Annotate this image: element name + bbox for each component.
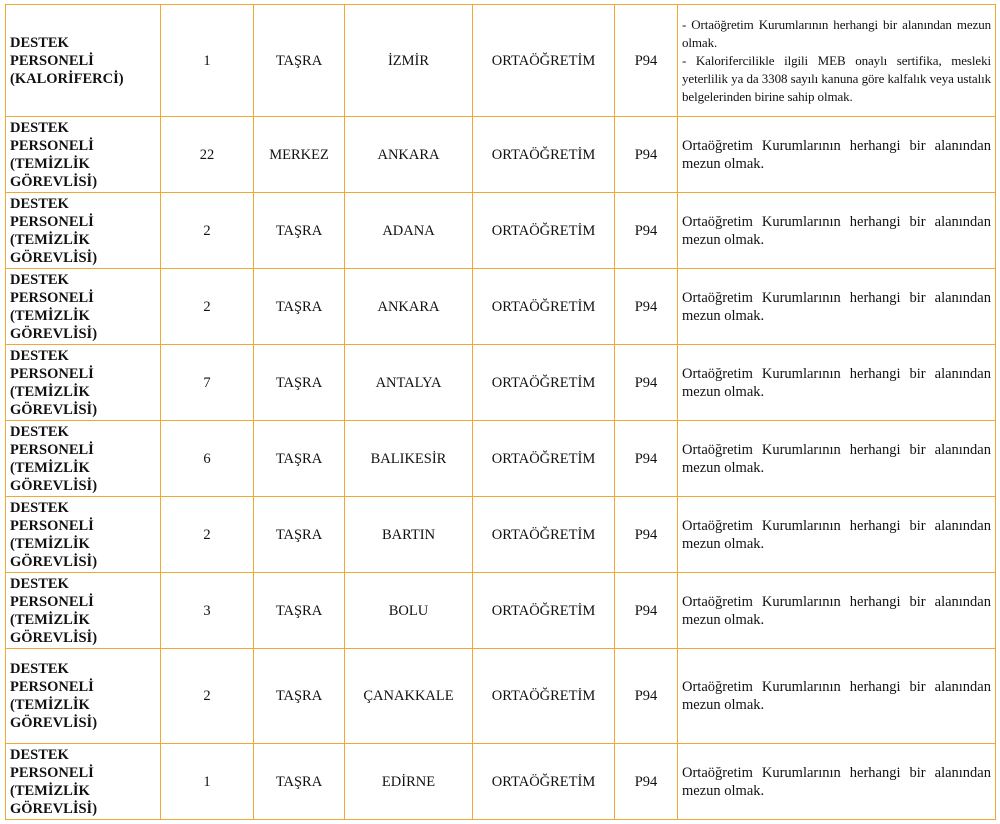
requirement-cell — [678, 573, 996, 649]
education-cell: ORTAÖĞRETİM — [473, 5, 615, 117]
position-line: PERSONELİ — [10, 289, 94, 306]
position-line: (KALORİFERCİ) — [10, 70, 124, 87]
requirement-text: Ortaöğretim Kurumlarının herhangi bir alanından mezun olmak. — [682, 289, 991, 324]
unit-cell: TAŞRA — [254, 5, 345, 117]
position-line: GÖREVLİSİ) — [10, 401, 98, 418]
position-line: PERSONELİ — [10, 517, 94, 534]
requirement-cell — [678, 269, 996, 345]
city-cell: ADANA — [345, 193, 473, 269]
position-line: (TEMİZLİK — [10, 231, 90, 248]
education-cell: ORTAÖĞRETİM — [473, 744, 615, 820]
position-line: DESTEK — [10, 119, 69, 136]
requirement-cell — [678, 744, 996, 820]
position-line: GÖREVLİSİ) — [10, 553, 98, 570]
education-cell: ORTAÖĞRETİM — [473, 345, 615, 421]
position-line: PERSONELİ — [10, 213, 94, 230]
position-line: (TEMİZLİK — [10, 459, 90, 476]
score-type-cell: P94 — [615, 345, 678, 421]
requirement-text: Ortaöğretim Kurumlarının herhangi bir alanından mezun olmak. — [682, 517, 991, 552]
education-cell: ORTAÖĞRETİM — [473, 649, 615, 744]
position-line: DESTEK — [10, 347, 69, 364]
score-type-cell: P94 — [615, 744, 678, 820]
position-line: PERSONELİ — [10, 137, 94, 154]
position-line: GÖREVLİSİ) — [10, 249, 98, 266]
position-line: DESTEK — [10, 575, 69, 592]
city-cell: ANKARA — [345, 117, 473, 193]
table-row — [6, 649, 996, 744]
requirement-text: - Ortaöğretim Kurumlarının herhangi bir alanından mezun olmak. — [682, 16, 991, 50]
unit-cell: TAŞRA — [254, 573, 345, 649]
city-cell: İZMİR — [345, 5, 473, 117]
city-cell: ANTALYA — [345, 345, 473, 421]
table-row — [6, 573, 996, 649]
table-row — [6, 744, 996, 820]
education-cell: ORTAÖĞRETİM — [473, 193, 615, 269]
city-cell: ÇANAKKALE — [345, 649, 473, 744]
count-cell: 2 — [161, 497, 254, 573]
position-line: (TEMİZLİK — [10, 155, 90, 172]
position-line: GÖREVLİSİ) — [10, 173, 98, 190]
requirement-cell — [678, 497, 996, 573]
count-cell: 2 — [161, 649, 254, 744]
requirement-text: Ortaöğretim Kurumlarının herhangi bir alanından mezun olmak. — [682, 764, 991, 799]
education-cell: ORTAÖĞRETİM — [473, 421, 615, 497]
position-line: (TEMİZLİK — [10, 782, 90, 799]
position-line: GÖREVLİSİ) — [10, 715, 98, 731]
table-row — [6, 117, 996, 193]
unit-cell: TAŞRA — [254, 193, 345, 269]
score-type-cell: P94 — [615, 117, 678, 193]
score-type-cell: P94 — [615, 269, 678, 345]
position-cell — [6, 497, 161, 573]
requirement-text: Ortaöğretim Kurumlarının herhangi bir alanından mezun olmak. — [682, 365, 991, 400]
requirement-cell — [678, 345, 996, 421]
position-line: (TEMİZLİK — [10, 611, 90, 628]
count-cell: 6 — [161, 421, 254, 497]
unit-cell: TAŞRA — [254, 497, 345, 573]
count-cell: 22 — [161, 117, 254, 193]
city-cell: BOLU — [345, 573, 473, 649]
score-type-cell: P94 — [615, 649, 678, 744]
position-line: (TEMİZLİK — [10, 535, 90, 552]
requirement-text: Ortaöğretim Kurumlarının herhangi bir alanından mezun olmak. — [682, 679, 991, 713]
score-type-cell: P94 — [615, 193, 678, 269]
requirement-cell — [678, 5, 996, 117]
count-cell: 2 — [161, 269, 254, 345]
count-cell: 2 — [161, 193, 254, 269]
position-line: GÖREVLİSİ) — [10, 800, 98, 817]
score-type-cell: P94 — [615, 421, 678, 497]
position-cell — [6, 269, 161, 345]
unit-cell: TAŞRA — [254, 649, 345, 744]
education-cell: ORTAÖĞRETİM — [473, 269, 615, 345]
position-line: PERSONELİ — [10, 365, 94, 382]
position-line: (TEMİZLİK — [10, 383, 90, 400]
education-cell: ORTAÖĞRETİM — [473, 497, 615, 573]
requirement-cell — [678, 649, 996, 744]
position-line: DESTEK — [10, 499, 69, 516]
requirement-cell — [678, 193, 996, 269]
city-cell: ANKARA — [345, 269, 473, 345]
position-cell — [6, 193, 161, 269]
position-cell — [6, 573, 161, 649]
position-line: PERSONELİ — [10, 679, 94, 695]
position-cell — [6, 345, 161, 421]
score-type-cell: P94 — [615, 497, 678, 573]
position-line: GÖREVLİSİ) — [10, 629, 98, 646]
position-line: DESTEK — [10, 195, 69, 212]
position-line: DESTEK — [10, 661, 69, 677]
table-row — [6, 497, 996, 573]
count-cell: 1 — [161, 744, 254, 820]
position-line: DESTEK — [10, 746, 69, 763]
position-line: DESTEK — [10, 423, 69, 440]
unit-cell: TAŞRA — [254, 421, 345, 497]
position-line: PERSONELİ — [10, 764, 94, 781]
requirement-text: - Kaloriferciliklе ilgili MEB onaylı sertifika, mesleki yeterlilik ya da 3308 sayılı kanuna göre kalfalık veya ustalık belgelerinden birine sahip olmak. — [682, 52, 991, 104]
requirement-cell — [678, 421, 996, 497]
position-line: GÖREVLİSİ) — [10, 477, 98, 494]
position-line: PERSONELİ — [10, 441, 94, 458]
score-type-cell: P94 — [615, 573, 678, 649]
table-row — [6, 193, 996, 269]
requirement-text: Ortaöğretim Kurumlarının herhangi bir alanından mezun olmak. — [682, 137, 991, 172]
position-line: (TEMİZLİK — [10, 697, 90, 713]
count-cell: 7 — [161, 345, 254, 421]
requirement-text: Ortaöğretim Kurumlarının herhangi bir alanından mezun olmak. — [682, 593, 991, 628]
requirement-text: Ortaöğretim Kurumlarının herhangi bir alanından mezun olmak. — [682, 441, 991, 476]
position-cell — [6, 5, 161, 117]
table-row — [6, 5, 996, 117]
position-cell — [6, 744, 161, 820]
table-body — [6, 5, 996, 820]
city-cell: EDİRNE — [345, 744, 473, 820]
position-line: DESTEK — [10, 271, 69, 288]
education-cell: ORTAÖĞRETİM — [473, 573, 615, 649]
table-row — [6, 345, 996, 421]
unit-cell: TAŞRA — [254, 345, 345, 421]
table-row — [6, 421, 996, 497]
staff-positions-table — [5, 4, 996, 820]
unit-cell: TAŞRA — [254, 269, 345, 345]
unit-cell: TAŞRA — [254, 744, 345, 820]
count-cell: 1 — [161, 5, 254, 117]
position-line: PERSONELİ — [10, 52, 94, 69]
position-line: PERSONELİ — [10, 593, 94, 610]
score-type-cell: P94 — [615, 5, 678, 117]
position-cell — [6, 421, 161, 497]
position-cell — [6, 649, 161, 744]
education-cell: ORTAÖĞRETİM — [473, 117, 615, 193]
requirement-cell — [678, 117, 996, 193]
requirement-text: Ortaöğretim Kurumlarının herhangi bir alanından mezun olmak. — [682, 213, 991, 248]
position-line: GÖREVLİSİ) — [10, 325, 98, 342]
unit-cell: MERKEZ — [254, 117, 345, 193]
count-cell: 3 — [161, 573, 254, 649]
position-line: DESTEK — [10, 34, 69, 51]
position-line: (TEMİZLİK — [10, 307, 90, 324]
city-cell: BARTIN — [345, 497, 473, 573]
city-cell: BALIKESİR — [345, 421, 473, 497]
position-cell — [6, 117, 161, 193]
table-row — [6, 269, 996, 345]
